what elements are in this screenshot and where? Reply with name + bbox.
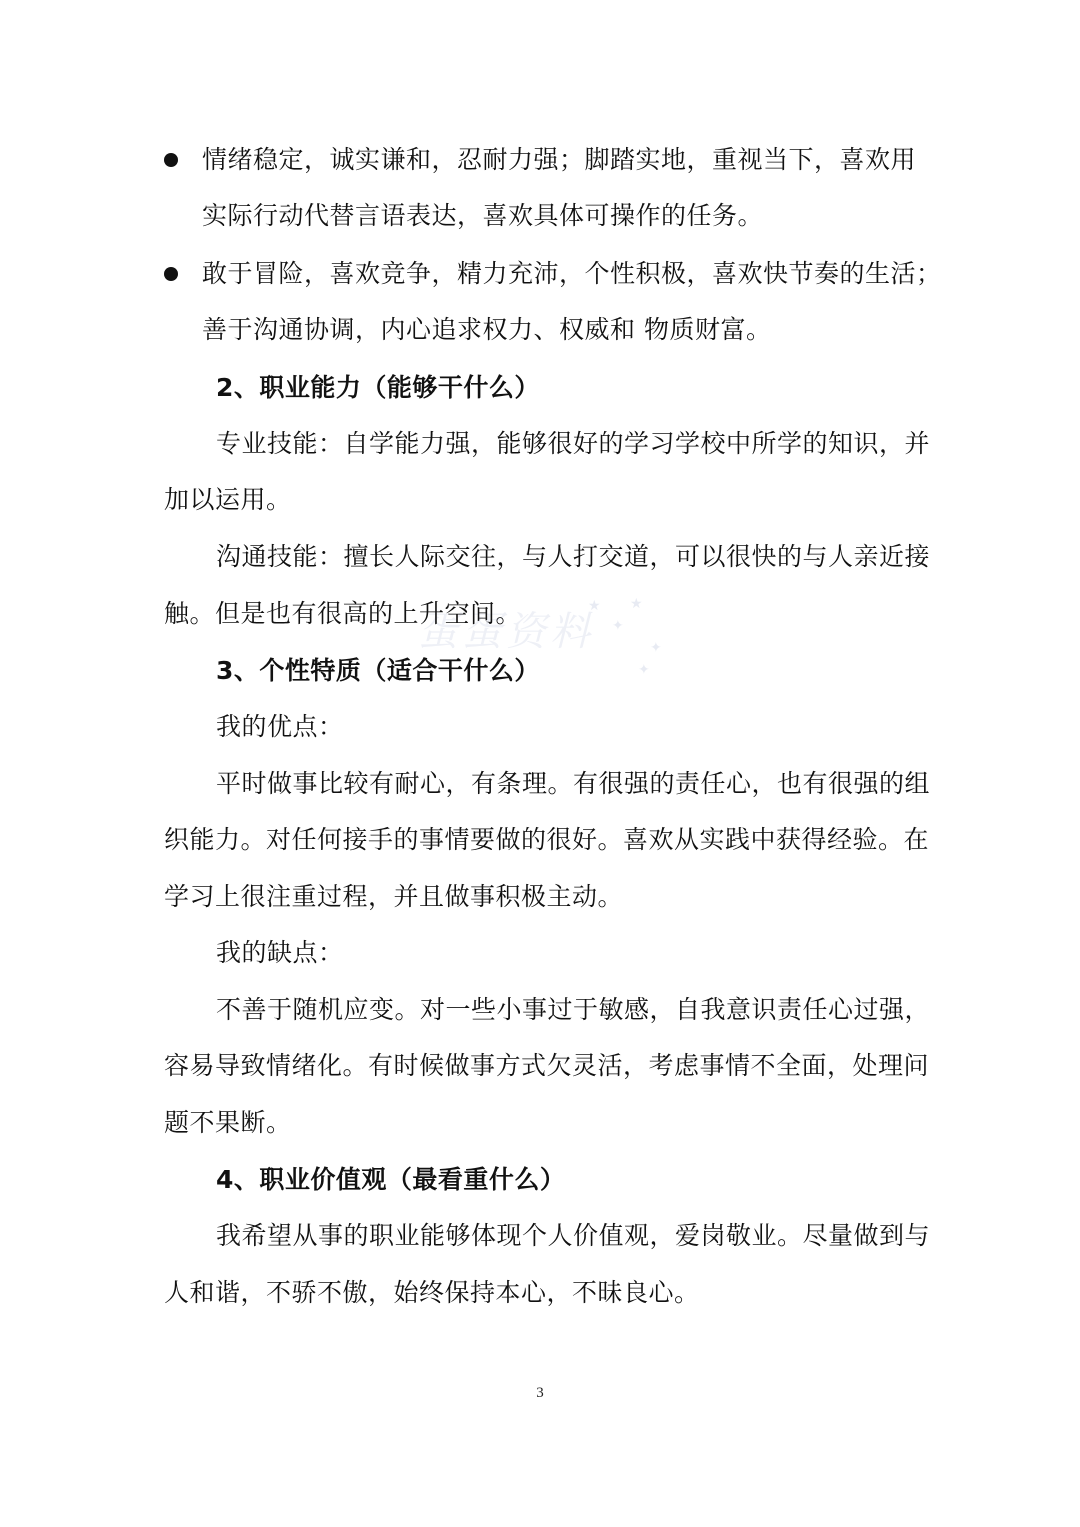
section-2-paragraph-1-line-1: 专业技能：自学能力强，能够很好的学习学校中所学的知识，并: [216, 429, 931, 458]
bullet-2-line-1: 敢于冒险，喜欢竞争，精力充沛，个性积极，喜欢快节奏的生活；: [202, 259, 942, 288]
section-4-heading: 4、职业价值观（最看重什么）: [216, 1165, 566, 1194]
strengths-label: 我的优点：: [216, 712, 344, 741]
weaknesses-label: 我的缺点：: [216, 938, 344, 967]
strengths-line-1: 平时做事比较有耐心，有条理。有很强的责任心，也有很强的组: [216, 769, 931, 798]
section-2-paragraph-1-line-2: 加以运用。: [164, 485, 292, 514]
weaknesses-line-1: 不善于随机应变。对一些小事过于敏感，自我意识责任心过强，: [216, 995, 931, 1024]
watermark-star-icon: ✦: [638, 662, 650, 678]
strengths-line-2: 织能力。对任何接手的事情要做的很好。喜欢从实践中获得经验。在: [164, 825, 930, 854]
watermark-star-icon: ✦: [650, 640, 662, 656]
bullet-icon: [164, 267, 178, 281]
weaknesses-line-2: 容易导致情绪化。有时候做事方式欠灵活，考虑事情不全面，处理问: [164, 1051, 930, 1080]
bullet-1-line-1: 情绪稳定，诚实谦和，忍耐力强；脚踏实地，重视当下，喜欢用: [202, 145, 917, 174]
bullet-2-line-2: 善于沟通协调，内心追求权力、权威和 物质财富。: [202, 315, 772, 344]
section-2-paragraph-2-line-2: 触。但是也有很高的上升空间。: [164, 599, 522, 628]
page-number: 3: [536, 1385, 544, 1401]
watermark-star-icon: ★: [588, 598, 601, 614]
section-2-heading: 2、职业能力（能够干什么）: [216, 373, 540, 402]
weaknesses-line-3: 题不果断。: [164, 1108, 292, 1137]
watermark: 蛋蛋资料: [418, 609, 594, 655]
section-4-paragraph-line-1: 我希望从事的职业能够体现个人价值观，爱岗敬业。尽量做到与: [216, 1221, 931, 1250]
watermark-star-icon: ★: [630, 596, 643, 612]
strengths-line-3: 学习上很注重过程，并且做事积极主动。: [164, 882, 624, 911]
section-2-paragraph-2-line-1: 沟通技能：擅长人际交往，与人打交道，可以很快的与人亲近接: [216, 542, 931, 571]
bullet-1-line-2: 实际行动代替言语表达，喜欢具体可操作的任务。: [202, 201, 764, 230]
section-3-heading: 3、个性特质（适合干什么）: [216, 656, 540, 685]
section-4-paragraph-line-2: 人和谐，不骄不傲，始终保持本心，不昧良心。: [164, 1278, 700, 1307]
bullet-icon: [164, 153, 178, 167]
watermark-star-icon: ✦: [612, 618, 624, 634]
